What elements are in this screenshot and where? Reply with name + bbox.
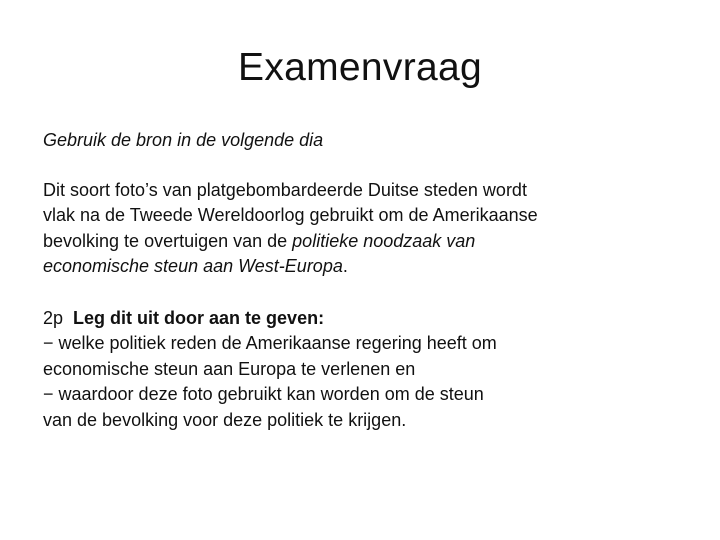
context-line-3-plain: bevolking te overtuigen van de [43, 230, 293, 251]
question-prompt: Leg dit uit door aan te geven: [73, 307, 325, 328]
context-line-3 [43, 229, 683, 255]
question-line-1: − welke politiek reden de Amerikaanse regering heeft om [43, 333, 497, 353]
context-line-4-end: . [342, 256, 348, 276]
question-points: 2p [43, 307, 64, 328]
question-header [43, 306, 683, 332]
question-line-4: van de bevolking voor deze politiek te krijgen. [43, 409, 407, 430]
question-block [43, 306, 683, 434]
slide-body [43, 128, 683, 433]
context-line-1: Dit soort foto’s van platgebombardeerde Duitse steden wordt [43, 179, 527, 200]
slide-title: Examenvraag [238, 46, 482, 89]
context-paragraph [43, 178, 683, 280]
context-line-3-italic: politieke noodzaak van [292, 230, 476, 251]
question-line-3: − waardoor deze foto gebruikt kan worden om de steun [43, 384, 484, 404]
spacer [43, 280, 683, 306]
instruction-text: Gebruik de bron in de volgende dia [43, 130, 324, 150]
spacer [43, 154, 683, 178]
question-line-2: economische steun aan Europa te verlenen en [43, 358, 416, 379]
context-line-4-italic: economische steun aan West-Europa [43, 256, 343, 276]
context-line-4 [43, 254, 683, 280]
context-line-2: vlak na de Tweede Wereldoorlog gebruikt om de Amerikaanse [43, 205, 538, 225]
